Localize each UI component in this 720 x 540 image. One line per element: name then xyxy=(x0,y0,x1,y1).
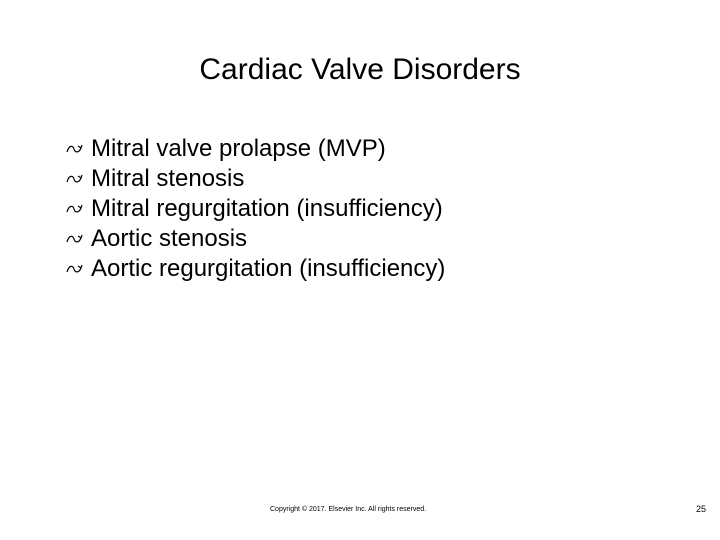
swirl-bullet-icon xyxy=(66,143,84,155)
bullet-item xyxy=(66,134,445,164)
bullet-text: Mitral valve prolapse (MVP) xyxy=(91,135,386,162)
bullet-text: Mitral stenosis xyxy=(91,165,245,192)
bullet-text: Aortic stenosis xyxy=(91,225,248,252)
bullet-text: Mitral regurgitation (insufficiency) xyxy=(91,195,443,222)
swirl-bullet-icon xyxy=(66,173,84,185)
bullet-item xyxy=(66,164,445,194)
bullet-list xyxy=(66,134,445,284)
copyright-notice: Copyright © 2017. Elsevier Inc. All rights reserved. xyxy=(270,506,427,513)
slide-title: Cardiac Valve Disorders xyxy=(199,53,521,86)
bullet-item xyxy=(66,224,445,254)
bullet-text: Aortic regurgitation (insufficiency) xyxy=(91,255,446,282)
page-number: 25 xyxy=(695,504,706,514)
swirl-bullet-icon xyxy=(66,263,84,275)
swirl-bullet-icon xyxy=(66,203,84,215)
bullet-item xyxy=(66,254,445,284)
bullet-item xyxy=(66,194,445,224)
swirl-bullet-icon xyxy=(66,233,84,245)
